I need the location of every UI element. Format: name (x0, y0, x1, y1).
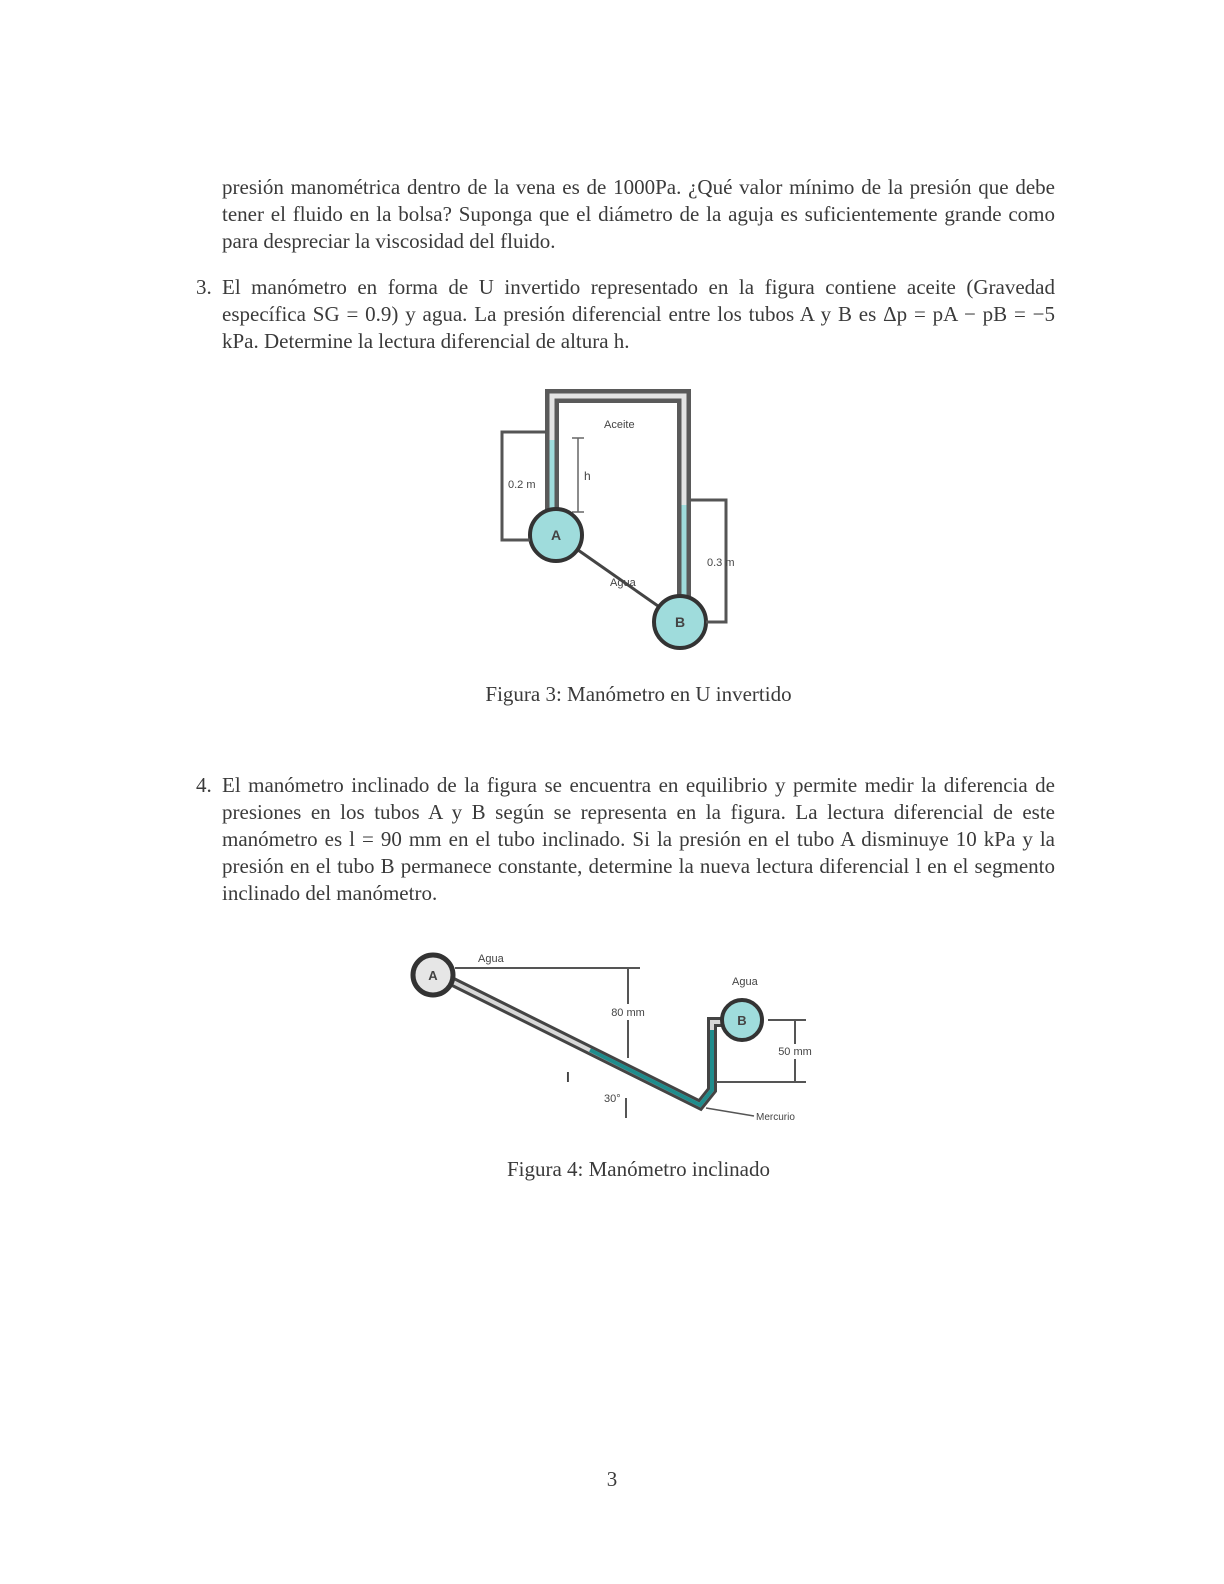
gauge-fluid-leader (706, 1108, 754, 1116)
h-label: h (584, 469, 591, 483)
right-dimension-label: 0.3 m (707, 557, 735, 569)
figure-4-caption: Figura 4: Manómetro inclinado (506, 1157, 771, 1181)
intro-paragraph: presión manométrica dentro de la vena es de 1000Pa. ¿Qué valor mínimo de la presión que debe tener el fluido en la bolsa? Suponga que el diámetro de la aguja es suficientemente grande como para despreciar la viscosidad del fluido. (222, 175, 1055, 253)
figure-3-diagram (480, 380, 750, 660)
pipe-b-label: B (737, 1013, 747, 1028)
problem-4-text: El manómetro inclinado de la figura se encuentra en equilibrio y permite medir la diferencia de presiones en los tubos A y B según se representa en la figura. La lectura diferencial de este manómetro es l = 90 mm en el tubo inclinado. Si la presión en el tubo A disminuye 10 kPa y la presión en el tubo B permanece constante, determine la nueva lectura diferencial l en el segmento inclinado del manómetro. (222, 773, 1055, 905)
inclined-tube-inner (445, 978, 726, 1105)
pipe-b-label: B (674, 614, 686, 630)
problem-4-number: 4. (196, 773, 212, 797)
left-dimension-label: 0.2 m (508, 479, 536, 491)
gauge-fluid-label: Mercurio (756, 1112, 795, 1123)
water-label: Agua (610, 577, 636, 589)
right-fluid-label: Agua (732, 976, 758, 988)
right-dimension-label: 50 mm (778, 1046, 812, 1058)
reading-label: l (566, 1069, 570, 1085)
pipe-a-label: A (550, 527, 562, 543)
figure-3-caption: Figura 3: Manómetro en U invertido (485, 682, 792, 706)
problem-3-number: 3. (196, 275, 212, 299)
page-number: 3 (606, 1467, 618, 1491)
vertical-dimension-label: 80 mm (611, 1007, 645, 1019)
angle-label: 30° (604, 1093, 621, 1105)
figure-4-diagram (400, 940, 820, 1130)
problem-3-text: El manómetro en forma de U invertido representado en la figura contiene aceite (Gravedad específica SG = 0.9) y agua. La presión diferencial entre los tubos A y B es Δp = pA − pB = −5 kPa. Determine la lectura diferencial de altura h. (222, 275, 1055, 353)
oil-label: Aceite (604, 419, 635, 431)
pipe-a-label: A (428, 968, 438, 983)
top-left-fluid-label: Agua (478, 953, 504, 965)
